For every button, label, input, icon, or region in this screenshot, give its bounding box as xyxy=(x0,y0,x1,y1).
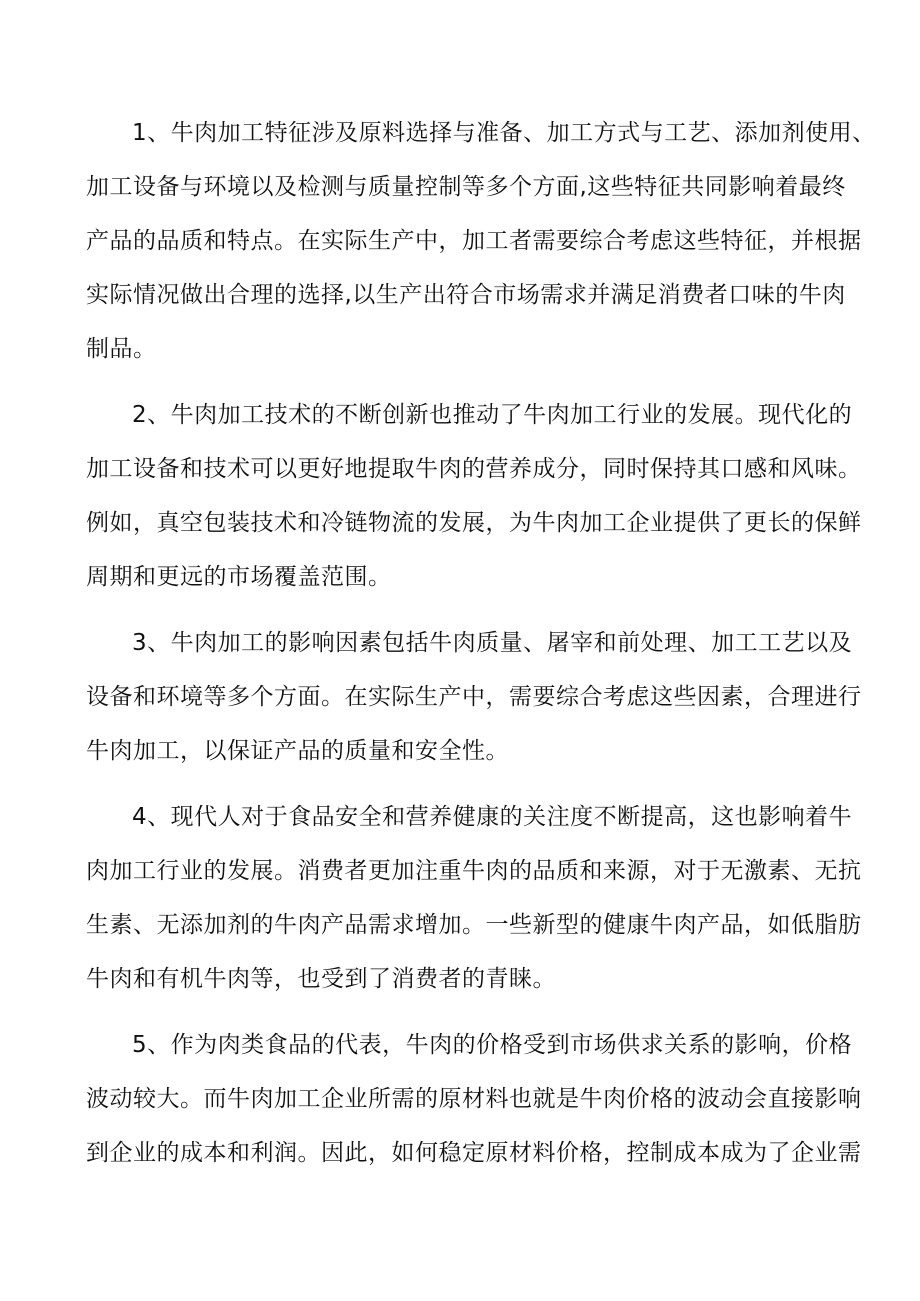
document-page: 1、牛肉加工特征涉及原料选择与准备、加工方式与工艺、添加剂使用、 加工设备与环境以及检测与质量控制等多个方面,这些特征共同影响着最终 产品的品质和特点。在实际生产中，加工者需要综合考虑这些特征，并根据 实际情况做出合理的选择,以生产出符合市场需求并满足消费者口味的牛肉 制品。 2、牛肉加工技术的不断创新也推动了牛肉加工行业的发展。现代化的 加工设备和技术可以更好地提取牛肉的营养成分，同时保持其口感和风味。 例如，真空包装技术和冷链物流的发展，为牛肉加工企业提供了更长的保鲜 周期和更远的市场覆盖范围。 3、牛肉加工的影响因素包括牛肉质量、屠宰和前处理、加工工艺以及 设备和环境等多个方面。在实际生产中，需要综合考虑这些因素，合理进行 牛肉加工，以保证产品的质量和安全性。 4、现代人对于食品安全和营养健康的关注度不断提高，这也影响着牛 肉加工行业的发展。消费者更加注重牛肉的品质和来源，对于无激素、无抗 生素、无添加剂的牛肉产品需求增加。一些新型的健康牛肉产品，如低脂肪 牛肉和有机牛肉等，也受到了消费者的青睐。 5、作为肉类食品的代表，牛肉的价格受到市场供求关系的影响，价格 波动较大。而牛肉加工企业所需的原材料也就是牛肉价格的波动会直接影响 到企业的成本和利润。因此，如何稳定原材料价格，控制成本成为了企业需 xyxy=(86,120,876,1166)
